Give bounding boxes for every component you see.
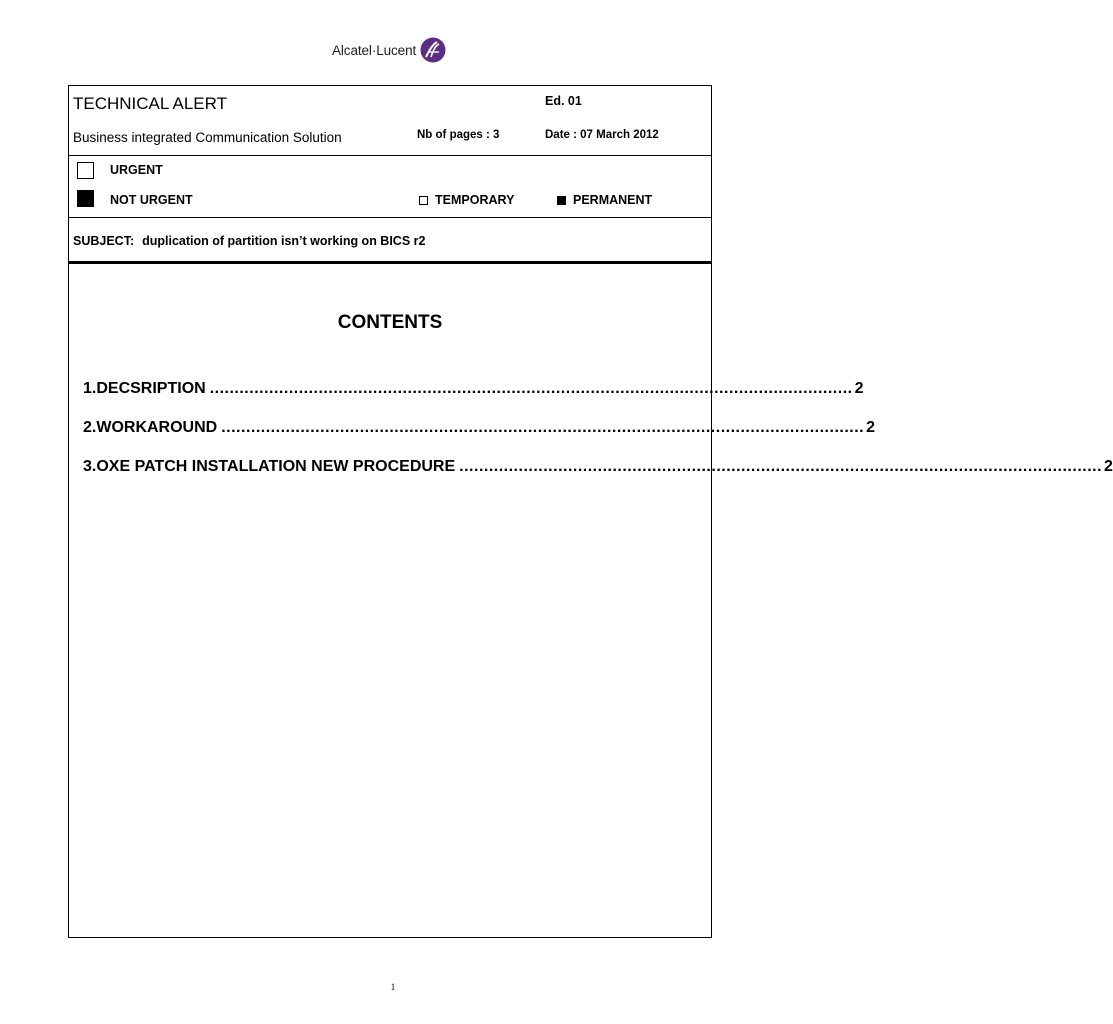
- header-row-subject: [69, 217, 711, 263]
- toc-item-title: WORKAROUND: [96, 419, 218, 436]
- toc-item[interactable]: [83, 458, 1113, 480]
- toc-leader-dots: ..................................................................................................................................: [459, 458, 1103, 475]
- toc-item-number: 3.: [83, 458, 97, 475]
- subject-label: SUBJECT:: [73, 234, 135, 248]
- toc-item-page: 2: [1104, 458, 1113, 475]
- alert-title: TECHNICAL ALERT: [73, 94, 227, 113]
- toc-item[interactable]: [83, 419, 876, 441]
- contents-heading: CONTENTS: [337, 312, 443, 333]
- alcatel-lucent-logo-icon: [420, 37, 446, 63]
- permanent-checkbox: [557, 196, 566, 205]
- alert-header-table: [68, 85, 712, 262]
- page-count: Nb of pages : 3: [417, 129, 500, 141]
- temporary-label: TEMPORARY: [435, 193, 515, 207]
- toc-item-page: 2: [854, 380, 864, 397]
- header-row-status: [69, 155, 711, 218]
- logo-text: Alcatel·Lucent: [332, 42, 417, 58]
- toc-item-number: 2.: [83, 419, 97, 436]
- not-urgent-label: NOT URGENT: [110, 193, 193, 207]
- page-number: 1: [390, 982, 396, 992]
- urgent-checkbox: [77, 162, 94, 179]
- temporary-checkbox: [419, 196, 428, 205]
- alert-date: Date : 07 March 2012: [545, 129, 659, 141]
- edition: Ed. 01: [545, 94, 582, 108]
- brand-logo: [332, 36, 446, 64]
- toc-leader-dots: ..................................................................................................................................: [221, 419, 865, 436]
- header-row-title: [69, 86, 711, 156]
- permanent-label: PERMANENT: [573, 193, 653, 207]
- toc-item-page: 2: [866, 419, 876, 436]
- urgent-label: URGENT: [110, 163, 163, 177]
- toc-leader-dots: ..................................................................................................................................: [209, 380, 853, 397]
- subject-line: [73, 234, 425, 248]
- toc-item[interactable]: [83, 380, 864, 402]
- toc-item-title: OXE PATCH INSTALLATION NEW PROCEDURE: [96, 458, 456, 475]
- subject-text: duplication of partition isn’t working on BICS r2: [142, 234, 426, 248]
- alert-subtitle: Business integrated Communication Solution: [73, 130, 342, 145]
- contents-section: [68, 262, 1113, 938]
- toc-item-number: 1.: [83, 380, 97, 397]
- not-urgent-checkbox: [77, 190, 94, 207]
- toc-item-title: DECSRIPTION: [96, 380, 206, 397]
